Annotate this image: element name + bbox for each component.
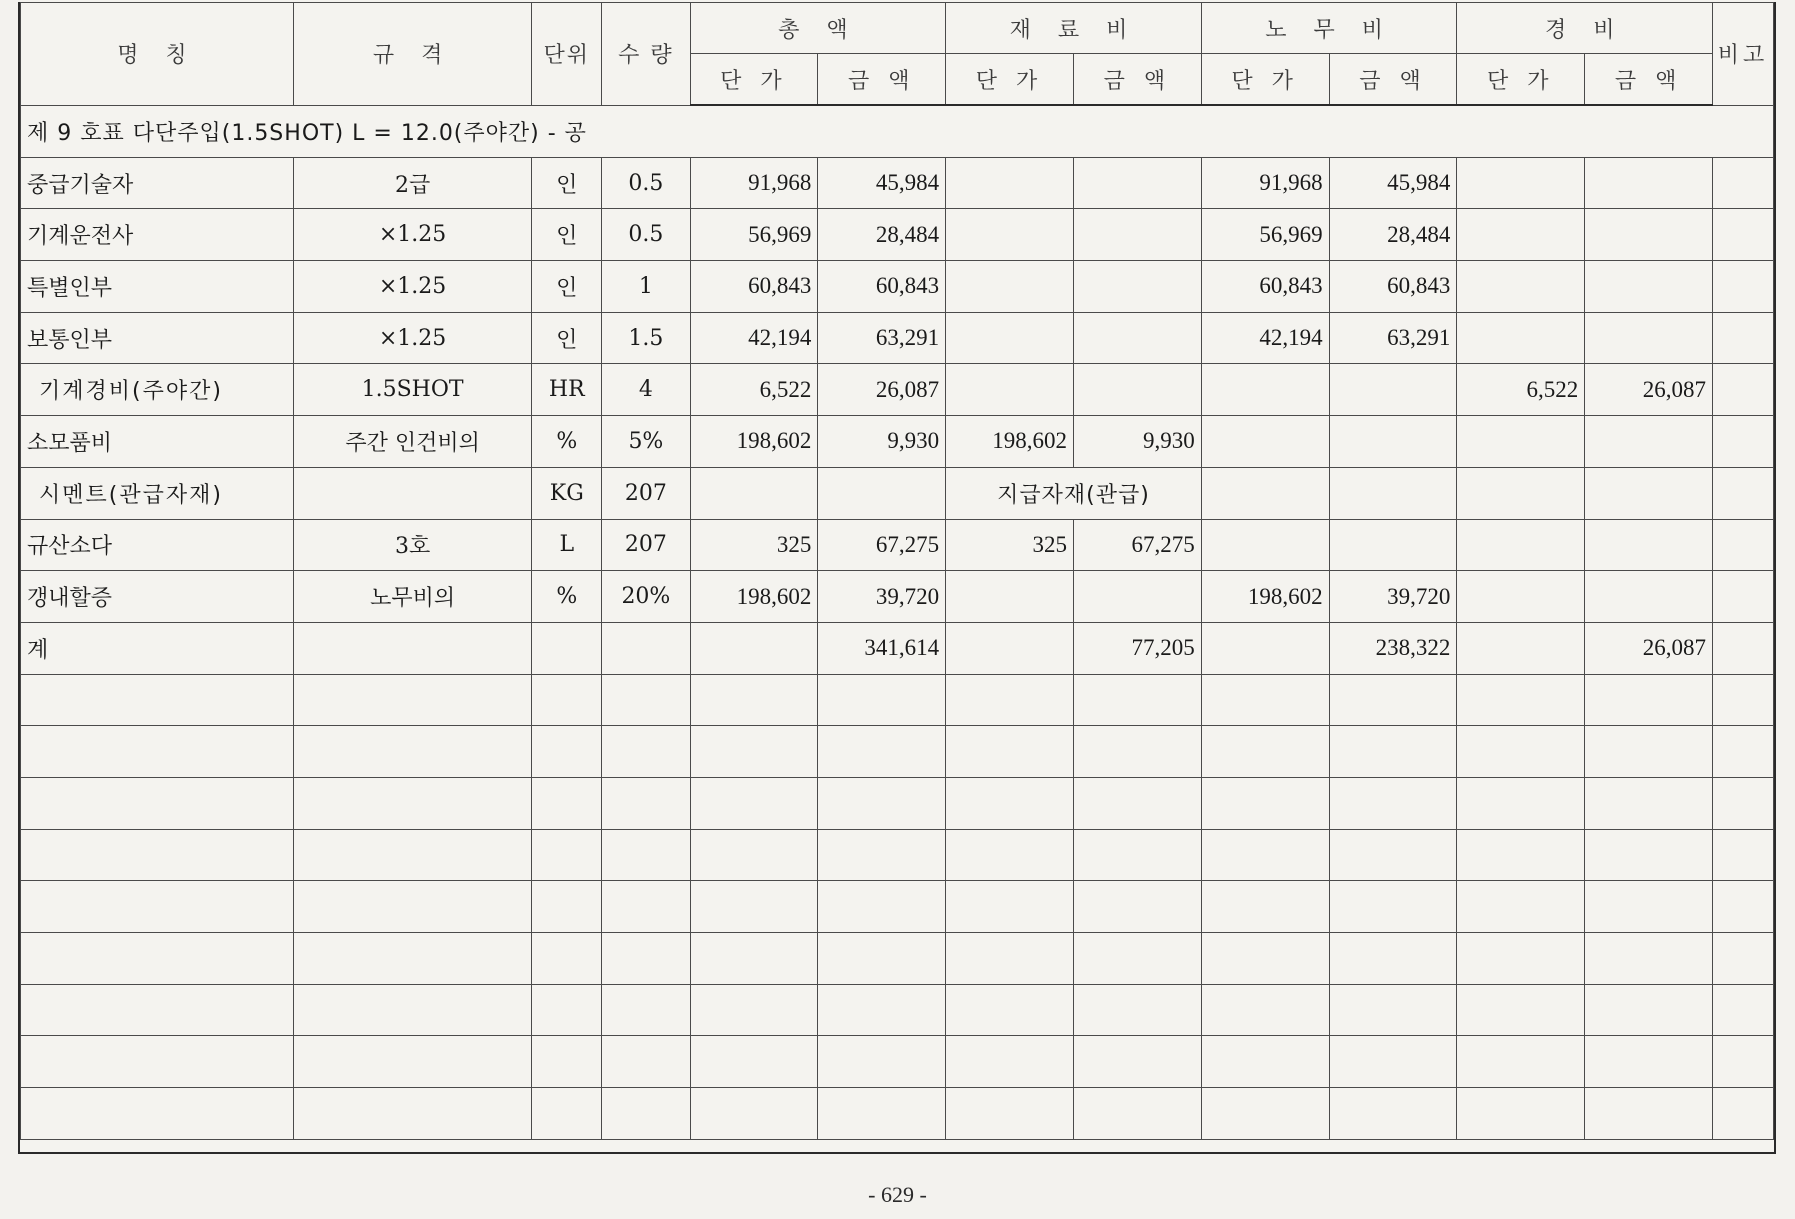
cell-lab-amt [1329,519,1457,571]
cell-unit: HR [532,364,602,416]
cell-name: 특별인부 [21,261,294,313]
empty-cell [293,726,531,778]
table-row [21,467,1774,519]
cell-lab-amt [1329,416,1457,468]
header-material-amount: 금 액 [1073,54,1201,106]
empty-cell [818,1036,946,1088]
table-row [21,157,1774,209]
cell-name: 계 [21,622,294,674]
cell-total-amt: 63,291 [818,312,946,364]
cell-lab-amt: 45,984 [1329,157,1457,209]
empty-cell [21,674,294,726]
empty-cell [690,933,818,985]
cell-mat-amt: 9,930 [1073,416,1201,468]
cell-qty: 4 [602,364,690,416]
empty-cell [1713,933,1774,985]
empty-row [21,881,1774,933]
empty-cell [1329,1036,1457,1088]
empty-cell [1073,984,1201,1036]
empty-cell [690,1088,818,1140]
empty-cell [293,674,531,726]
cell-qty [602,622,690,674]
cell-qty: 207 [602,519,690,571]
cell-lab-up: 198,602 [1201,571,1329,623]
page-number: - 629 - [868,1182,927,1207]
cell-lab-up [1201,622,1329,674]
cell-note [1713,364,1774,416]
cell-name: 기계경비(주야간) [21,364,294,416]
empty-row [21,829,1774,881]
empty-cell [602,1088,690,1140]
cell-spec: ×1.25 [293,261,531,313]
empty-cell [21,933,294,985]
empty-cell [946,829,1074,881]
empty-cell [946,933,1074,985]
empty-cell [1329,726,1457,778]
empty-cell [602,674,690,726]
empty-rows [21,674,1774,1139]
empty-cell [1201,1088,1329,1140]
empty-cell [21,984,294,1036]
empty-cell [1073,674,1201,726]
cell-unit: % [532,571,602,623]
empty-cell [1073,1088,1201,1140]
cell-spec: 1.5SHOT [293,364,531,416]
empty-cell [1713,829,1774,881]
cell-qty: 1.5 [602,312,690,364]
empty-cell [1073,881,1201,933]
table-row [21,364,1774,416]
empty-cell [946,984,1074,1036]
header-total: 총 액 [690,3,946,54]
empty-cell [21,1088,294,1140]
empty-cell [1585,984,1713,1036]
header-total-amount: 금 액 [818,54,946,106]
cell-qty: 20% [602,571,690,623]
table-body [21,157,1774,674]
empty-cell [690,674,818,726]
empty-cell [1201,726,1329,778]
table-row [21,209,1774,261]
cell-exp-up [1457,312,1585,364]
empty-cell [1457,674,1585,726]
empty-cell [1713,984,1774,1036]
table-row [21,312,1774,364]
empty-row [21,674,1774,726]
cell-lab-up: 91,968 [1201,157,1329,209]
cell-note [1713,467,1774,519]
header-qty: 수 량 [602,3,690,106]
header-unit: 단위 [532,3,602,106]
empty-cell [532,881,602,933]
empty-cell [1329,674,1457,726]
cell-total-up: 56,969 [690,209,818,261]
cell-total-amt: 67,275 [818,519,946,571]
cell-name: 소모품비 [21,416,294,468]
cell-exp-up [1457,571,1585,623]
cell-note [1713,416,1774,468]
empty-row [21,933,1774,985]
header-labor: 노 무 비 [1201,3,1457,54]
empty-cell [1201,933,1329,985]
empty-cell [532,726,602,778]
cell-spec: 2급 [293,157,531,209]
empty-cell [818,777,946,829]
empty-cell [602,726,690,778]
empty-cell [690,726,818,778]
empty-cell [1585,726,1713,778]
table-row [21,261,1774,313]
cell-mat-up [946,312,1074,364]
empty-cell [1457,777,1585,829]
empty-cell [946,1036,1074,1088]
header-expense: 경 비 [1457,3,1713,54]
cell-spec: ×1.25 [293,209,531,261]
empty-cell [946,674,1074,726]
cell-total-amt: 26,087 [818,364,946,416]
empty-cell [1713,881,1774,933]
cell-mat-amt: 67,275 [1073,519,1201,571]
empty-cell [1457,726,1585,778]
empty-cell [1329,933,1457,985]
cell-mat-amt [1073,261,1201,313]
cell-total-amt: 341,614 [818,622,946,674]
empty-row [21,726,1774,778]
cell-mat-up: 325 [946,519,1074,571]
cell-total-up: 325 [690,519,818,571]
empty-cell [946,777,1074,829]
cell-spec: 주간 인건비의 [293,416,531,468]
cell-name: 중급기술자 [21,157,294,209]
empty-cell [1713,1088,1774,1140]
cell-note [1713,157,1774,209]
cell-exp-up [1457,416,1585,468]
cell-unit: 인 [532,312,602,364]
cell-mat-up [946,571,1074,623]
cell-name: 갱내할증 [21,571,294,623]
cell-total-up: 198,602 [690,571,818,623]
empty-cell [1457,881,1585,933]
empty-cell [1713,726,1774,778]
cell-unit: 인 [532,261,602,313]
empty-cell [1201,829,1329,881]
cell-exp-amt [1585,157,1713,209]
cell-exp-amt [1585,209,1713,261]
cell-lab-amt: 238,322 [1329,622,1457,674]
empty-row [21,984,1774,1036]
empty-cell [602,881,690,933]
empty-cell [293,1088,531,1140]
cell-total-amt: 60,843 [818,261,946,313]
empty-cell [532,984,602,1036]
cell-total-up: 91,968 [690,157,818,209]
cell-lab-amt: 63,291 [1329,312,1457,364]
cell-qty: 0.5 [602,209,690,261]
cell-mat-amt [1073,157,1201,209]
empty-cell [1713,1036,1774,1088]
cell-total-amt: 39,720 [818,571,946,623]
cell-note [1713,622,1774,674]
cell-mat-amt [1073,364,1201,416]
cell-exp-up: 6,522 [1457,364,1585,416]
cell-spec: ×1.25 [293,312,531,364]
empty-cell [532,674,602,726]
empty-cell [690,777,818,829]
cell-exp-amt [1585,312,1713,364]
empty-cell [1073,726,1201,778]
cell-unit [532,622,602,674]
cell-total-up: 42,194 [690,312,818,364]
empty-cell [293,881,531,933]
cell-exp-amt [1585,519,1713,571]
cell-exp-up [1457,157,1585,209]
cell-exp-amt [1585,416,1713,468]
table-row [21,416,1774,468]
empty-cell [21,1036,294,1088]
empty-cell [690,829,818,881]
cell-mat-amt [1073,312,1201,364]
empty-cell [21,829,294,881]
cell-mat-up [946,209,1074,261]
empty-cell [532,1036,602,1088]
cell-total-up [690,467,818,519]
cell-lab-up [1201,416,1329,468]
empty-cell [1457,1036,1585,1088]
cell-unit: KG [532,467,602,519]
cell-exp-amt: 26,087 [1585,364,1713,416]
cell-spec: 3호 [293,519,531,571]
cell-total-amt: 9,930 [818,416,946,468]
cell-total-up [690,622,818,674]
empty-cell [1457,933,1585,985]
empty-cell [1585,777,1713,829]
empty-cell [1585,829,1713,881]
cell-lab-amt [1329,364,1457,416]
cell-qty: 207 [602,467,690,519]
empty-cell [1073,829,1201,881]
section-title: 제 9 호표 다단주입(1.5SHOT) L = 12.0(주야간) - 공 [21,105,1774,157]
cell-lab-up [1201,519,1329,571]
empty-cell [293,829,531,881]
cell-mat-up [946,364,1074,416]
header-material-unit-price: 단 가 [946,54,1074,106]
empty-cell [293,933,531,985]
empty-row [21,777,1774,829]
header-total-unit-price: 단 가 [690,54,818,106]
cell-unit: L [532,519,602,571]
cell-mat-up [946,622,1074,674]
empty-cell [946,1088,1074,1140]
empty-cell [602,984,690,1036]
empty-cell [818,674,946,726]
empty-cell [946,726,1074,778]
empty-cell [1201,777,1329,829]
empty-cell [602,829,690,881]
cell-total-up: 6,522 [690,364,818,416]
cell-exp-up [1457,261,1585,313]
empty-cell [1457,984,1585,1036]
header-labor-amount: 금 액 [1329,54,1457,106]
empty-cell [532,1088,602,1140]
table-row [21,571,1774,623]
table-header [21,3,1774,106]
header-note: 비고 [1713,3,1774,106]
empty-cell [1329,881,1457,933]
header-labor-unit-price: 단 가 [1201,54,1329,106]
header-expense-amount: 금 액 [1585,54,1713,106]
empty-cell [293,1036,531,1088]
empty-cell [690,881,818,933]
cell-note [1713,261,1774,313]
empty-cell [1201,881,1329,933]
empty-cell [532,829,602,881]
empty-cell [21,726,294,778]
empty-cell [1201,674,1329,726]
cell-note [1713,519,1774,571]
empty-cell [1713,777,1774,829]
cell-mat-up [946,157,1074,209]
cell-exp-amt [1585,261,1713,313]
cell-lab-up [1201,364,1329,416]
empty-cell [1457,829,1585,881]
empty-cell [1585,933,1713,985]
cell-total-up: 198,602 [690,416,818,468]
empty-cell [946,881,1074,933]
cell-mat-up [946,261,1074,313]
cell-lab-amt: 28,484 [1329,209,1457,261]
cell-unit: 인 [532,209,602,261]
empty-cell [602,777,690,829]
empty-cell [532,777,602,829]
cell-mat-up: 198,602 [946,416,1074,468]
empty-row [21,1036,1774,1088]
cell-total-amt: 28,484 [818,209,946,261]
empty-cell [690,1036,818,1088]
cell-name: 보통인부 [21,312,294,364]
empty-cell [1585,1088,1713,1140]
cell-name: 기계운전사 [21,209,294,261]
material-note-cell: 지급자재(관급) [946,467,1202,519]
empty-cell [293,984,531,1036]
cell-name: 규산소다 [21,519,294,571]
cell-exp-up [1457,467,1585,519]
cell-exp-amt [1585,467,1713,519]
cell-mat-amt [1073,209,1201,261]
cell-lab-up: 42,194 [1201,312,1329,364]
cell-exp-amt [1585,571,1713,623]
header-name: 명 칭 [21,3,294,106]
empty-cell [1073,777,1201,829]
cell-exp-amt: 26,087 [1585,622,1713,674]
cost-table [20,2,1774,1140]
cell-mat-amt [1073,571,1201,623]
cell-note [1713,571,1774,623]
cell-note [1713,209,1774,261]
empty-cell [1329,829,1457,881]
cell-lab-up [1201,467,1329,519]
estimate-sheet [18,2,1776,1154]
empty-cell [1713,674,1774,726]
cell-lab-amt: 60,843 [1329,261,1457,313]
empty-cell [690,984,818,1036]
empty-cell [818,726,946,778]
header-spec: 규 격 [293,3,531,106]
cell-exp-up [1457,622,1585,674]
empty-cell [1585,1036,1713,1088]
empty-cell [21,881,294,933]
empty-cell [1585,674,1713,726]
empty-cell [532,933,602,985]
cell-qty: 0.5 [602,157,690,209]
header-expense-unit-price: 단 가 [1457,54,1585,106]
header-material: 재 료 비 [946,3,1202,54]
cell-mat-amt: 77,205 [1073,622,1201,674]
empty-cell [1329,984,1457,1036]
cell-lab-amt: 39,720 [1329,571,1457,623]
cell-unit: % [532,416,602,468]
empty-cell [1201,1036,1329,1088]
empty-cell [293,777,531,829]
empty-cell [1073,1036,1201,1088]
empty-cell [21,777,294,829]
empty-cell [1201,984,1329,1036]
empty-cell [818,933,946,985]
empty-cell [1329,1088,1457,1140]
cell-note [1713,312,1774,364]
table-row [21,622,1774,674]
cell-lab-up: 56,969 [1201,209,1329,261]
cell-qty: 1 [602,261,690,313]
cell-name: 시멘트(관급자재) [21,467,294,519]
empty-cell [602,1036,690,1088]
cell-exp-up [1457,519,1585,571]
empty-cell [818,829,946,881]
empty-cell [818,1088,946,1140]
empty-cell [1457,1088,1585,1140]
empty-cell [602,933,690,985]
empty-cell [1073,933,1201,985]
cell-lab-up: 60,843 [1201,261,1329,313]
cell-spec [293,622,531,674]
cell-exp-up [1457,209,1585,261]
empty-cell [818,984,946,1036]
cell-total-up: 60,843 [690,261,818,313]
empty-row [21,1088,1774,1140]
empty-cell [818,881,946,933]
cell-lab-amt [1329,467,1457,519]
empty-cell [1585,881,1713,933]
cell-spec: 노무비의 [293,571,531,623]
cell-total-amt: 45,984 [818,157,946,209]
cell-total-amt [818,467,946,519]
table-row [21,519,1774,571]
empty-cell [1329,777,1457,829]
cell-spec [293,467,531,519]
cell-unit: 인 [532,157,602,209]
section-row [21,105,1774,157]
cell-qty: 5% [602,416,690,468]
